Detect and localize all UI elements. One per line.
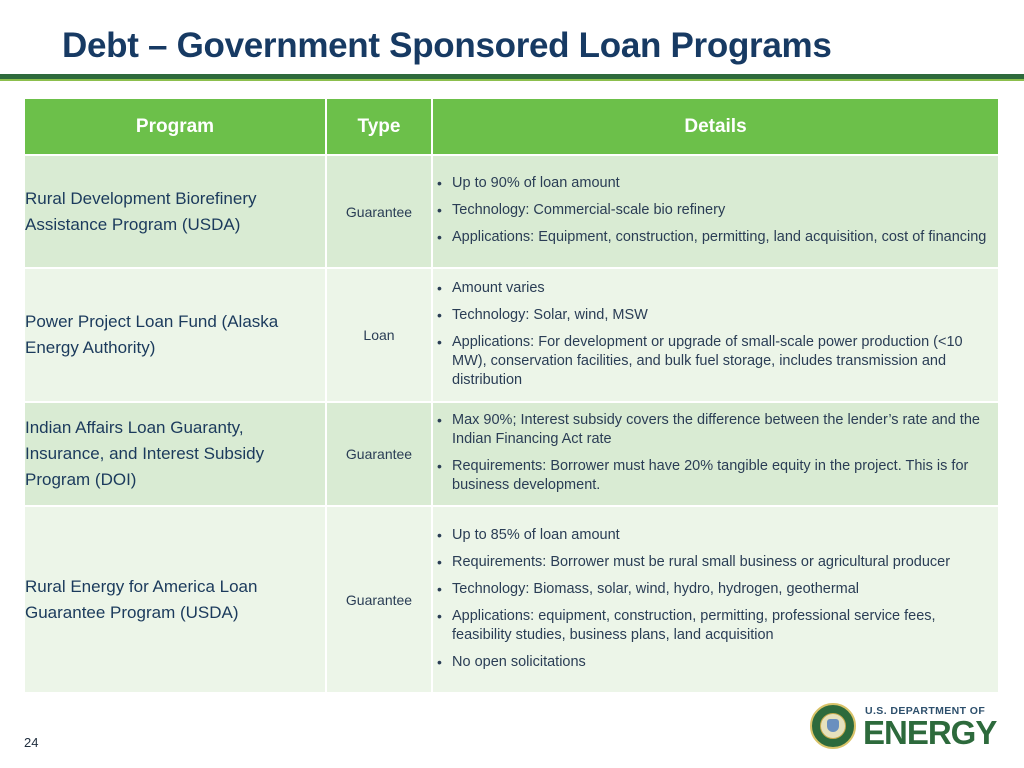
detail-bullet: • Applications: Equipment, construction, permitting, land acquisition, cost of financing	[433, 228, 998, 247]
detail-bullet: • Up to 85% of loan amount	[433, 526, 998, 545]
table-header-row	[25, 99, 998, 155]
program-details	[432, 155, 998, 268]
detail-bullet: • Amount varies	[433, 279, 998, 298]
detail-bullet: • Requirements: Borrower must be rural small business or agricultural producer	[433, 553, 998, 572]
detail-bullet: • Requirements: Borrower must have 20% tangible equity in the project. This is for business development.	[433, 457, 998, 495]
detail-bullet: • Technology: Commercial-scale bio refinery	[433, 201, 998, 220]
program-details	[432, 402, 998, 506]
logo-energy-text: ENERGY	[863, 714, 997, 751]
detail-bullet: • Max 90%; Interest subsidy covers the difference between the lender’s rate and the Indian Financing Act rate	[433, 411, 998, 449]
doe-seal-icon	[810, 703, 856, 749]
logo-department-text: U.S. DEPARTMENT OF	[865, 705, 986, 717]
header-details: Details	[432, 99, 998, 155]
title-divider-accent	[0, 79, 1024, 81]
program-name: Rural Development Biorefinery Assistance Program (USDA)	[25, 155, 326, 268]
detail-bullet: • No open solicitations	[433, 653, 998, 672]
table-row	[25, 402, 998, 506]
program-type: Guarantee	[326, 402, 432, 506]
header-type: Type	[326, 99, 432, 155]
program-type: Guarantee	[326, 506, 432, 692]
program-name: Indian Affairs Loan Guaranty, Insurance, and Interest Subsidy Program (DOI)	[25, 402, 326, 506]
detail-bullet: • Technology: Biomass, solar, wind, hydro, hydrogen, geothermal	[433, 580, 998, 599]
detail-bullet: • Up to 90% of loan amount	[433, 174, 998, 193]
program-details	[432, 506, 998, 692]
slide-title: Debt – Government Sponsored Loan Programs	[62, 26, 832, 65]
program-type: Loan	[326, 268, 432, 402]
doe-logo	[810, 703, 1000, 751]
header-program: Program	[25, 99, 326, 155]
table-row	[25, 155, 998, 268]
page-number: 24	[24, 735, 39, 750]
loan-programs-table	[25, 99, 998, 692]
detail-bullet: • Applications: For development or upgrade of small-scale power production (<10 MW), conservation facilities, and bulk fuel storage, includes transmission and distribution	[433, 333, 998, 390]
program-name: Rural Energy for America Loan Guarantee Program (USDA)	[25, 506, 326, 692]
program-type: Guarantee	[326, 155, 432, 268]
program-name: Power Project Loan Fund (Alaska Energy Authority)	[25, 268, 326, 402]
table-row	[25, 268, 998, 402]
table-row	[25, 506, 998, 692]
detail-bullet: • Technology: Solar, wind, MSW	[433, 306, 998, 325]
detail-bullet: • Applications: equipment, construction, permitting, professional service fees, feasibility studies, business plans, land acquisition	[433, 607, 998, 645]
program-details	[432, 268, 998, 402]
